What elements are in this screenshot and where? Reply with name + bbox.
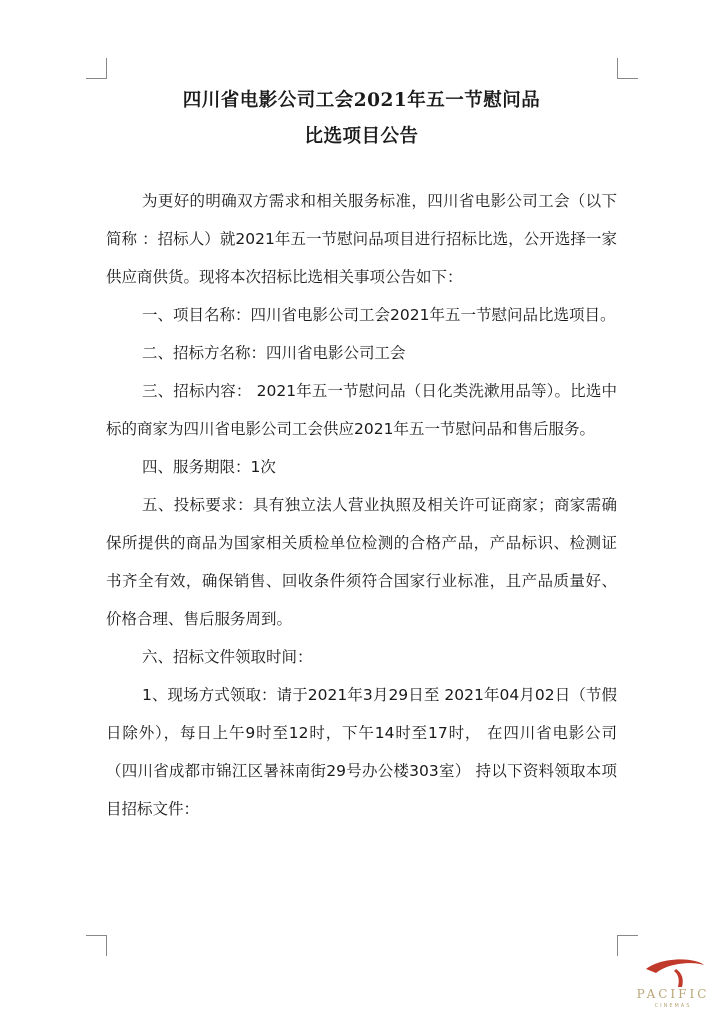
paragraph-project-name: 一、项目名称：四川省电影公司工会2021年五一节慰问品比选项目。 (142, 306, 616, 324)
logo-wordmark: PACIFIC (636, 987, 710, 1001)
paragraph-document-pickup-time: 六、招标文件领取时间： (142, 648, 313, 666)
logo-swoosh-icon (632, 955, 714, 989)
crop-mark-top-right (617, 58, 638, 79)
paragraph-intro: 为更好的明确双方需求和相关服务标准，四川省电影公司工会（以下简称 ：招标人）就2021年五一节慰问品项目进行招标比选，公开选择一家供应商供货。现将本次招标比选相关事项公告如下： (106, 192, 617, 286)
crop-mark-bottom-left (86, 935, 107, 956)
document-body (106, 182, 617, 828)
paragraph-service-period: 四、服务期限：1次 (142, 458, 276, 476)
paragraph-bid-requirements: 五、投标要求：具有独立法人营业执照及相关许可证商家；商家需确保所提供的商品为国家相关质检单位检测的合格产品，产品标识、检测证书齐全有效，确保销售、回收条件须符合国家行业标准，且产品质量好、价格合理、售后服务周到。 (106, 496, 617, 628)
paragraph-tender-content: 三、招标内容： 2021年五一节慰问品（日化类洗漱用品等）。比选中标的商家为四川省电影公司工会供应2021年五一节慰问品和售后服务。 (106, 382, 617, 438)
document-title-line-1: 四川省电影公司工会2021年五一节慰问品 (182, 90, 541, 111)
paragraph-tenderer-name: 二、招标方名称：四川省电影公司工会 (142, 344, 406, 362)
crop-mark-top-left (86, 58, 107, 79)
paragraph-onsite-pickup: 1、现场方式领取：请于2021年3月29日至 2021年04月02日（节假日除外），每日上午9时至12时，下午14时至17时， 在四川省电影公司（四川省成都市锦江区暑袜南街29号办公楼303室） 持以下资料领取本项目招标文件： (106, 686, 617, 818)
document-title-line-2: 比选项目公告 (304, 126, 419, 147)
pacific-cinemas-logo (632, 955, 714, 1011)
crop-mark-bottom-right (617, 935, 638, 956)
logo-subtext: CINEMAS (654, 1003, 692, 1009)
